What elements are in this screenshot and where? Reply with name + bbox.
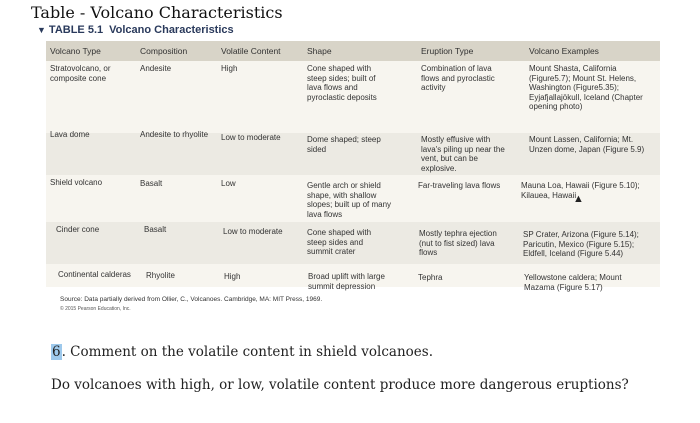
cell-volatile-content: Low to moderate [221,133,281,142]
cell-volatile-content: Low to moderate [223,227,283,236]
cell-volcano-examples: SP Crater, Arizona (Figure 5.14); Paricutin, Mexico (Figure 5.15); Eldfell, Iceland (Figure 5.44) [523,230,639,259]
question-1-text: . Comment on the volatile content in shield volcanoes. [61,344,434,360]
cell-volcano-examples: Mount Shasta, California (Figure5.7); Mount St. Helens, Washington (Figure5.35); Eyjafjallajökull, Iceland (Chapter opening photo) [529,64,643,112]
mouse-pointer-icon: ▲ [573,193,584,205]
cell-volatile-content: Low [221,179,236,188]
cell-volcano-type: Stratovolcano, or composite cone [50,64,111,83]
header-volatile-content: Volatile Content [221,46,281,56]
cell-shape: Dome shaped; steep sided [307,135,381,154]
table-caption-title: Volcano Characteristics [109,24,234,36]
cell-composition: Andesite to rhyolite [140,130,209,139]
cell-volatile-content: High [224,272,241,281]
header-volcano-examples: Volcano Examples [529,46,599,56]
question-2: Do volcanoes with high, or low, volatile content produce more dangerous eruptions? [51,377,629,393]
header-composition: Composition [140,46,188,56]
cell-volatile-content: High [221,64,238,73]
table-number: TABLE 5.1 [48,24,104,36]
cell-composition: Rhyolite [146,271,175,280]
cell-volcano-examples: Mount Lassen, California; Mt. Unzen dome, Japan (Figure 5.9) [529,135,645,154]
cell-eruption-type: Combination of lava flows and pyroclastic activity [421,64,495,93]
cell-volcano-type: Shield volcano [50,178,103,187]
cell-shape: Gentle arch or shield shape, with shallow slopes; built up of many lava flows [307,181,392,219]
cell-shape: Cone shaped with steep sides and summit crater [307,228,372,257]
cell-volcano-type: Cinder cone [56,225,100,234]
cell-eruption-type: Far-traveling lava flows [418,181,501,190]
cell-shape: Broad uplift with large summit depression [308,272,385,291]
table-source: Source: Data partially derived from Ollier, C., Volcanoes. Cambridge, MA: MIT Press, 1969. [60,296,323,303]
cell-volcano-examples: Mauna Loa, Hawaii (Figure 5.10); Kilauea, Hawaii [521,181,640,200]
cell-composition: Andesite [140,64,172,73]
volcano-table [46,41,660,292]
copyright: © 2015 Pearson Education, Inc. [60,306,131,312]
table-caption [37,24,234,36]
header-volcano-type: Volcano Type [50,46,101,56]
cell-eruption-type: Tephra [418,273,443,282]
cell-composition: Basalt [140,179,163,188]
cell-volcano-examples: Yellowstone caldera; Mount Mazama (Figure 5.17) [524,273,622,292]
page-title: Table - Volcano Characteristics [31,3,283,22]
header-shape: Shape [307,46,332,56]
cell-shape: Cone shaped with steep sides; built of lava flows and pyroclastic deposits [307,64,377,102]
question-number: 6 [52,344,61,360]
collapse-triangle-icon: ▼ [37,25,46,35]
cell-composition: Basalt [144,225,167,234]
question-1 [51,344,433,360]
cell-eruption-type: Mostly tephra ejection (nut to fist sized) lava flows [419,229,497,258]
cell-volcano-type: Lava dome [50,130,90,139]
cell-volcano-type: Continental calderas [58,270,131,279]
cell-eruption-type: Mostly effusive with lava's piling up near the vent, but can be explosive. [421,135,505,173]
header-eruption-type: Eruption Type [421,46,474,56]
